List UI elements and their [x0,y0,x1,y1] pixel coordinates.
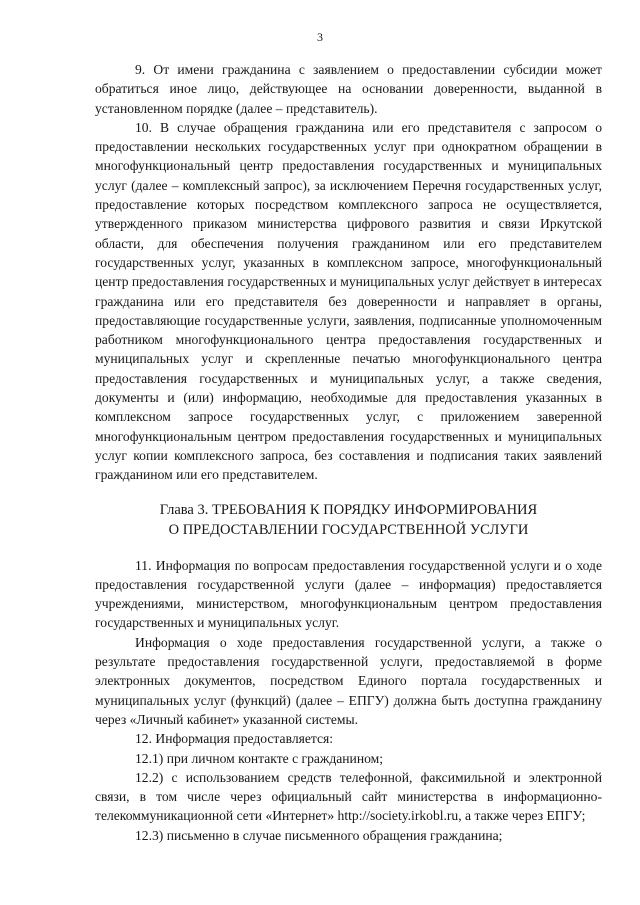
paragraph-12-2: 12.2) с использованием средств телефонной, факсимильной и электронной связи, в том числе через официальный сайт министерства в информационно-телекоммуникационной сети «Интернет» http://society.irkobl.ru, а также через ЕПГУ; [95,769,602,824]
paragraph-9: 9. От имени гражданина с заявлением о предоставлении субсидии может обратиться иное лицо, действующее на основании доверенности, выданной в установленном порядке (далее – представитель). [95,62,602,116]
paragraph-12-3: 12.3) письменно в случае письменного обращения гражданина; [135,827,503,843]
chapter-heading-line1: Глава 3. ТРЕБОВАНИЯ К ПОРЯДКУ ИНФОРМИРОВАНИЯ [159,501,538,518]
page-number: 3 [317,30,323,44]
paragraph-11-continued: Информация о ходе предоставления государственной услуги, а также о результате предоставления государственной услуги, предоставляемой в форме электронных документов, посредством Единого портала государственных и муниципальных услуг (функций) (далее – ЕПГУ) должна быть доступна гражданину через «Личный кабинет» указанной системы. [95,634,602,727]
paragraph-12-1: 12.1) при личном контакте с гражданином; [135,750,384,766]
paragraph-10: 10. В случае обращения гражданина или его представителя с запросом о предоставлении нескольких государственных услуг при однократном обращении в многофункциональный центр предоставления государственных и муниципальных услуг (далее – комплексный запрос), за исключением Перечня государственных услуг, предоставление которых посредством комплексного запроса не осуществляется, утвержденного приказом министерства цифрового развития и связи Иркутской области, для обеспечения получения гражданином или его представителем государственных услуг, указанных в комплексном запросе, многофункциональный центр предоставления государственных и муниципальных услуг действует в интересах гражданина или его представителя без доверенности и направляет в органы, предоставляющие государственные услуги, заявления, подписанные уполномоченным работником многофункционального центра предоставления государственных и муниципальных услуг и скрепленные печатью многофункционального центра предоставления государственных и муниципальных услуг, а также сведения, документы и (или) информацию, необходимые для предоставления указанных в комплексном запросе государственных услуг, с приложением заверенной многофункциональным центром предоставления государственных и муниципальных услуг копии комплексного запроса, без составления и подписания таких заявлений гражданином или его представителем. [95,119,602,483]
paragraph-11: 11. Информация по вопросам предоставления государственной услуги и о ходе предоставления государственной услуги (далее – информация) предоставляется учреждениями, министерством, многофункциональным центром предоставления государственных и муниципальных услуг. [95,557,602,631]
document-body [95,60,602,845]
chapter-heading-line2: О ПРЕДОСТАВЛЕНИИ ГОСУДАРСТВЕННОЙ УСЛУГИ [168,521,529,538]
paragraph-12: 12. Информация предоставляется: [135,731,334,747]
chapter-heading [95,500,602,540]
